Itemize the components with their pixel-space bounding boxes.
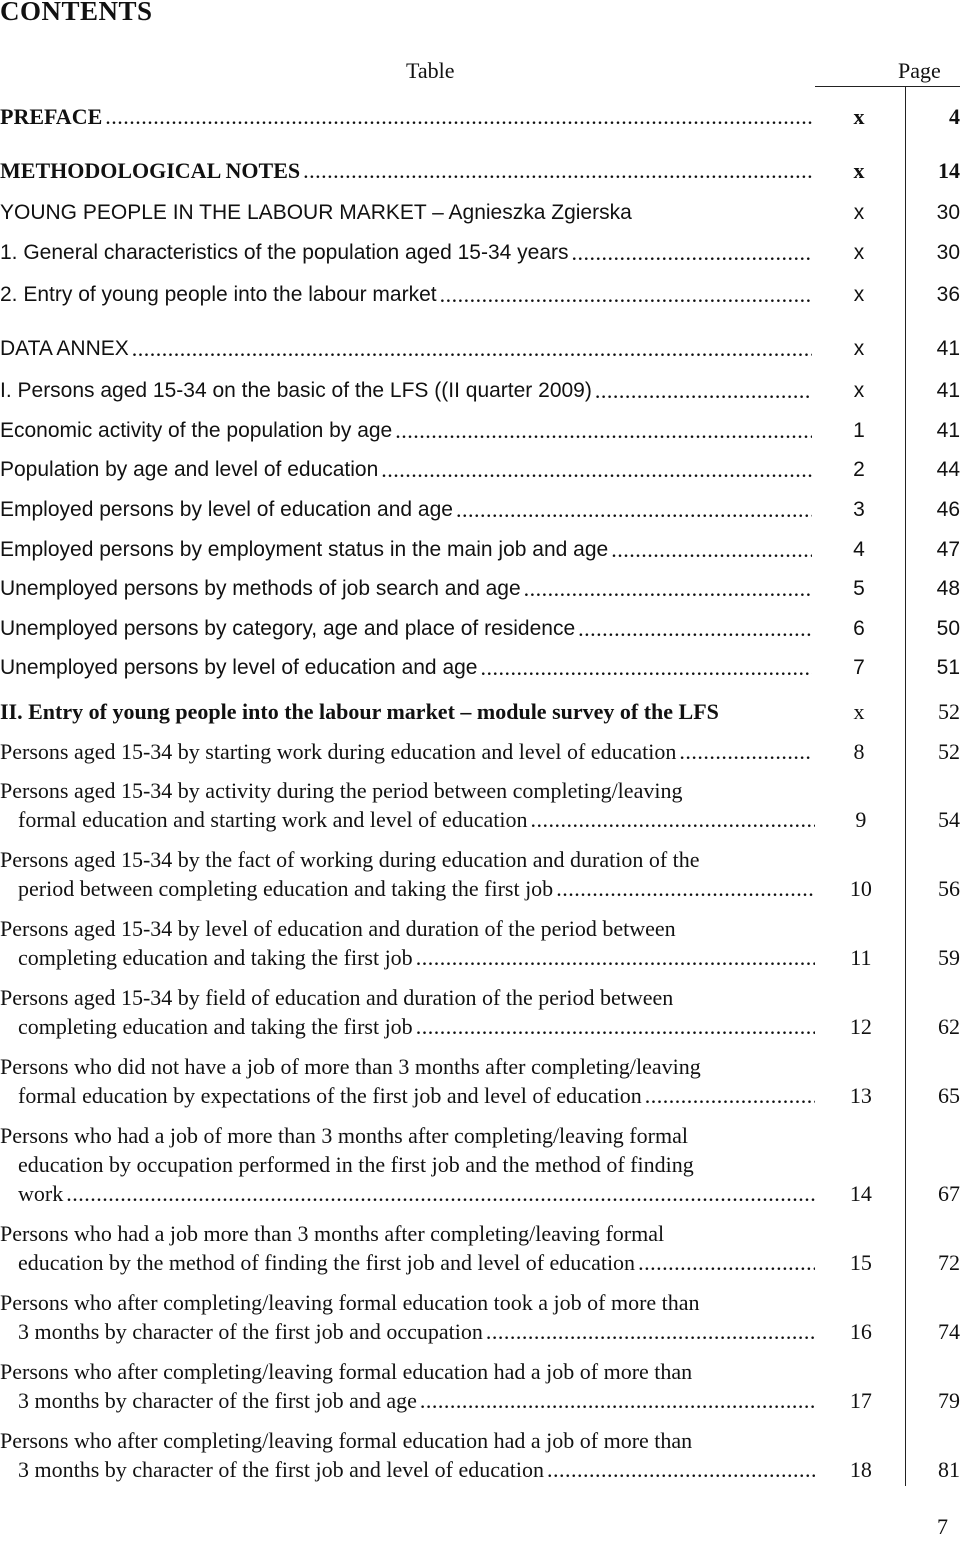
toc-entry-title: Unemployed persons by category, age and place of residence (0, 617, 576, 640)
toc-entry-title: Population by age and level of education (0, 458, 379, 481)
toc-page-number: 30 (936, 241, 960, 264)
toc-entry[interactable] (0, 614, 960, 643)
toc-entry-title: formal education and starting work and level of education (18, 807, 528, 832)
toc-entry-title: Unemployed persons by methods of job search and age (0, 577, 521, 600)
toc-page-number: 52 (938, 699, 960, 724)
toc-table-number: 18 (849, 1457, 872, 1482)
toc-entry-title: PREFACE (0, 104, 103, 129)
toc-entry-title: completing education and taking the first job (18, 1014, 413, 1039)
toc-table-number: 5 (853, 577, 865, 600)
toc-page-number: 48 (936, 577, 960, 600)
dot-leader (420, 1386, 815, 1415)
toc-table-number: 9 (855, 807, 867, 832)
toc-table-number: 3 (853, 498, 865, 521)
page-title: CONTENTS (0, 0, 153, 26)
toc-table-number: 6 (853, 617, 865, 640)
toc-entry-title: II. Entry of young people into the labour market – module survey of the LFS (0, 699, 719, 724)
toc-entry-title: period between completing education and taking the first job (18, 876, 554, 901)
toc-entry[interactable] (0, 776, 960, 834)
dot-leader (416, 1012, 815, 1041)
toc-page-number: 50 (936, 617, 960, 640)
dot-leader (303, 156, 812, 185)
toc-page-number: 4 (949, 104, 960, 129)
toc-entry-title: formal education by expectations of the first job and level of education (18, 1083, 642, 1108)
toc-table-number: 17 (849, 1388, 872, 1413)
dot-leader (416, 943, 815, 972)
toc-entry[interactable] (0, 1052, 960, 1110)
toc-page-number: 41 (936, 419, 960, 442)
dot-leader (132, 334, 812, 363)
toc-entry-title: Economic activity of the population by age (0, 419, 393, 442)
toc-table-number: 1 (853, 419, 865, 442)
toc-entry[interactable] (0, 156, 960, 185)
toc-entry-title: Persons aged 15-34 by the fact of working during education and duration of the (0, 847, 700, 872)
dot-leader (480, 653, 812, 682)
toc-page-number: 30 (936, 201, 960, 224)
toc-entry[interactable] (0, 1219, 960, 1277)
toc-entry-title: Persons who had a job of more than 3 months after completing/leaving formal (0, 1123, 688, 1148)
toc-entry-title: Persons who after completing/leaving formal education took a job of more than (0, 1290, 700, 1315)
toc-entry[interactable] (0, 1357, 960, 1415)
toc-table-number: 10 (849, 876, 872, 901)
toc-entry[interactable] (0, 102, 960, 131)
page-column-header: Page (898, 58, 941, 83)
dot-leader (524, 574, 812, 603)
toc-entry[interactable] (0, 495, 960, 524)
toc-entry-title: Persons aged 15-34 by field of education and duration of the period between (0, 985, 674, 1010)
toc-page-number: 62 (938, 1014, 960, 1039)
toc-page-number: 65 (938, 1083, 960, 1108)
toc-entry[interactable] (0, 697, 960, 726)
toc-entry[interactable] (0, 737, 960, 766)
toc-entry[interactable] (0, 280, 960, 309)
toc-entry[interactable] (0, 1288, 960, 1346)
toc-page-number: 59 (938, 945, 960, 970)
toc-page-number: 81 (938, 1457, 960, 1482)
toc-entry-title: Unemployed persons by level of education and age (0, 656, 478, 679)
toc-page-number: 51 (936, 656, 960, 679)
toc-entry-title: Persons aged 15-34 by starting work during education and level of education (0, 739, 677, 764)
toc-table-number: 7 (853, 656, 865, 679)
dot-leader (638, 1248, 815, 1277)
toc-table-number: 11 (850, 945, 872, 970)
toc-page-number: 74 (938, 1319, 960, 1344)
dot-leader (105, 102, 812, 131)
dot-leader (611, 535, 812, 564)
toc-entry[interactable] (0, 1121, 960, 1208)
toc-page-number: 72 (938, 1250, 960, 1275)
toc-entry-title: Employed persons by employment status in the main job and age (0, 538, 609, 561)
toc-entry-title: Persons who after completing/leaving formal education had a job of more than (0, 1428, 693, 1453)
toc-entry[interactable] (0, 238, 960, 267)
toc-entry-title: completing education and taking the first job (18, 945, 413, 970)
dot-leader (556, 874, 815, 903)
toc-table-number: x (853, 283, 865, 306)
toc-table-number: 2 (853, 458, 865, 481)
toc-entry-title: 3 months by character of the first job and occupation (18, 1319, 483, 1344)
toc-entry-title: education by occupation performed in the first job and the method of finding (18, 1152, 694, 1177)
dot-leader (645, 1081, 815, 1110)
toc-entry-title: I. Persons aged 15-34 on the basic of the LFS ((II quarter 2009) (0, 379, 592, 402)
toc-entry[interactable] (0, 334, 960, 363)
toc-entry[interactable] (0, 574, 960, 603)
dot-leader (531, 805, 815, 834)
toc-table-number: 8 (853, 739, 865, 764)
toc-table-number: 16 (849, 1319, 872, 1344)
toc-page-number: 54 (938, 807, 960, 832)
toc-table-number: x (853, 699, 865, 724)
toc-page-number: 46 (936, 498, 960, 521)
dot-leader (572, 238, 812, 267)
toc-entry-title: DATA ANNEX (0, 337, 129, 360)
toc-entry-title: METHODOLOGICAL NOTES (0, 158, 301, 183)
toc-entry[interactable] (0, 376, 960, 405)
toc-entry[interactable] (0, 1426, 960, 1484)
toc-entry-title: 1. General characteristics of the population aged 15-34 years (0, 241, 569, 264)
toc-entry-title: Persons who had a job more than 3 months after completing/leaving formal (0, 1221, 665, 1246)
toc-entry-title: work (18, 1181, 64, 1206)
toc-page-number: 52 (938, 739, 960, 764)
toc-entry[interactable] (0, 455, 960, 484)
dot-leader (578, 614, 812, 643)
toc-table-number: 13 (849, 1083, 872, 1108)
toc-entry-title: 2. Entry of young people into the labour market (0, 283, 437, 306)
toc-entry[interactable] (0, 914, 960, 972)
dot-leader (679, 737, 812, 766)
toc-page-number: 36 (936, 283, 960, 306)
toc-page-number: 41 (936, 337, 960, 360)
toc-entry-title: 3 months by character of the first job and level of education (18, 1457, 544, 1482)
toc-entry-title: YOUNG PEOPLE IN THE LABOUR MARKET – Agnieszka Zgierska (0, 201, 632, 224)
toc-entry-title: Persons aged 15-34 by activity during the period between completing/leaving (0, 778, 683, 803)
toc-entry-title: Persons aged 15-34 by level of education and duration of the period between (0, 916, 676, 941)
toc-page-number: 44 (936, 458, 960, 481)
toc-entry-title: 3 months by character of the first job and age (18, 1388, 417, 1413)
dot-leader (440, 280, 812, 309)
toc-entry[interactable] (0, 845, 960, 903)
toc-table-number: 14 (849, 1181, 872, 1206)
toc-entry-title: Persons who did not have a job of more than 3 months after completing/leaving (0, 1054, 701, 1079)
toc-entry-title: Employed persons by level of education and age (0, 498, 453, 521)
toc-page-number: 47 (936, 538, 960, 561)
toc-page-number: 41 (936, 379, 960, 402)
dot-leader (486, 1317, 815, 1346)
dot-leader (381, 455, 812, 484)
toc-table-number: x (853, 379, 865, 402)
toc-table-number: x (853, 158, 865, 183)
toc-entry[interactable] (0, 983, 960, 1041)
toc-table-number: x (853, 337, 865, 360)
toc-entry-title: education by the method of finding the first job and level of education (18, 1250, 636, 1275)
toc-entry[interactable] (0, 535, 960, 564)
toc-page-number: 79 (938, 1388, 960, 1413)
toc-page-number: 56 (938, 876, 960, 901)
header-rule (815, 86, 960, 87)
toc-table-number: 4 (853, 538, 865, 561)
toc-entry[interactable] (0, 653, 960, 682)
toc-table-number: 15 (849, 1250, 872, 1275)
toc-entry-title: Persons who after completing/leaving formal education had a job of more than (0, 1359, 693, 1384)
table-column-header: Table (406, 58, 455, 83)
dot-leader (66, 1179, 815, 1208)
dot-leader (395, 416, 812, 445)
toc-page-number: 67 (938, 1181, 960, 1206)
toc-table-number: x (853, 241, 865, 264)
toc-table-number: x (853, 104, 865, 129)
page-number: 7 (937, 1514, 948, 1539)
dot-leader (547, 1455, 815, 1484)
toc-entry[interactable] (0, 416, 960, 445)
dot-leader (595, 376, 812, 405)
toc-table-number: 12 (849, 1014, 872, 1039)
dot-leader (456, 495, 812, 524)
toc-page-number: 14 (938, 158, 960, 183)
toc-table-number: x (853, 201, 865, 224)
toc-entry[interactable] (0, 198, 960, 227)
